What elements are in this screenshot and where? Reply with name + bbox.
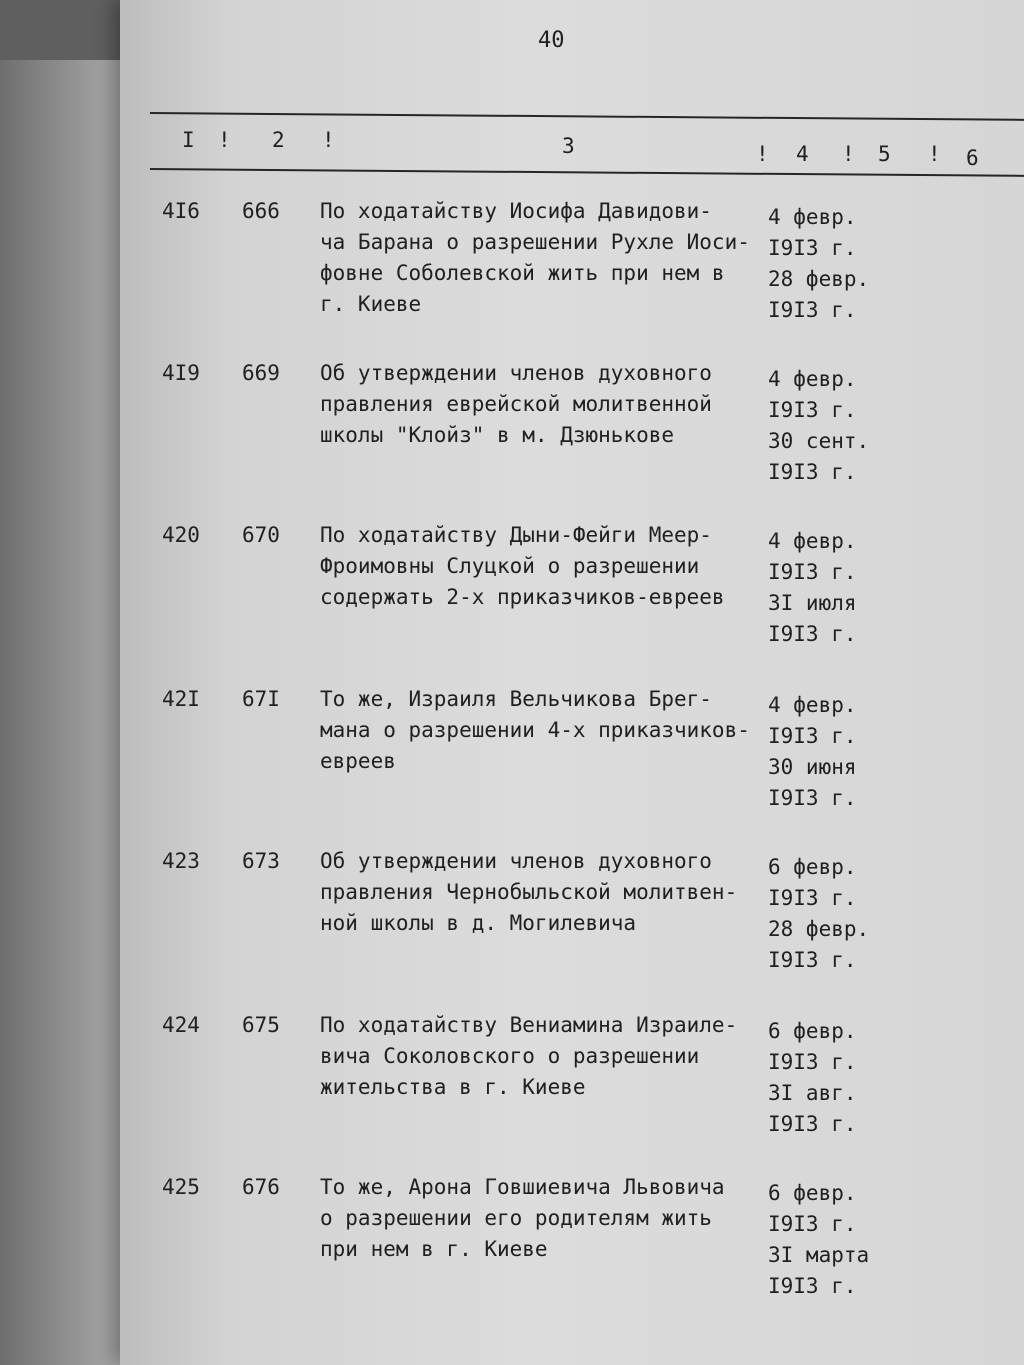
row-number: 42I [162, 687, 200, 711]
row-number: 423 [162, 849, 200, 873]
case-description: мана о разрешении 4-х приказчиков- [320, 718, 750, 742]
case-number: 676 [242, 1175, 280, 1199]
case-description: Об утверждении членов духовного [320, 849, 712, 873]
case-date: 28 февр. [768, 267, 870, 291]
header-top-rule [150, 112, 1024, 121]
row-number: 420 [162, 523, 200, 547]
case-date: I9I3 г. [768, 1050, 857, 1074]
case-date: 4 февр. [768, 529, 857, 553]
header-col-1: I [182, 128, 195, 152]
case-description: при нем в г. Киеве [320, 1237, 548, 1261]
row-number: 424 [162, 1013, 200, 1037]
header-separator: ! [842, 142, 855, 166]
case-description: вича Соколовского о разрешении [320, 1044, 700, 1068]
case-description: ча Барана о разрешении Рухле Иоси- [320, 230, 750, 254]
case-number: 669 [242, 361, 280, 385]
row-number: 425 [162, 1175, 200, 1199]
case-date: 28 февр. [768, 917, 870, 941]
case-description: То же, Арона Говшиевича Львовича [320, 1175, 725, 1199]
case-date: I9I3 г. [768, 886, 857, 910]
case-date: 6 февр. [768, 1181, 857, 1205]
header-separator: ! [322, 128, 335, 152]
case-description: Об утверждении членов духовного [320, 361, 712, 385]
header-col-2: 2 [272, 128, 285, 152]
case-description: Фроимовны Слуцкой о разрешении [320, 554, 700, 578]
case-date: 6 февр. [768, 1019, 857, 1043]
case-description: евреев [320, 749, 396, 773]
case-date: I9I3 г. [768, 786, 857, 810]
case-number: 67I [242, 687, 280, 711]
case-date: 4 февр. [768, 693, 857, 717]
case-date: I9I3 г. [768, 622, 857, 646]
case-date: 6 февр. [768, 855, 857, 879]
case-date: 3I марта [768, 1243, 870, 1267]
case-description: г. Киеве [320, 292, 422, 316]
row-number: 4I9 [162, 361, 200, 385]
case-date: I9I3 г. [768, 1112, 857, 1136]
case-date: I9I3 г. [768, 948, 857, 972]
case-description: фовне Соболевской жить при нем в [320, 261, 725, 285]
header-col-5: 5 [878, 142, 891, 166]
case-number: 666 [242, 199, 280, 223]
case-date: 3I авг. [768, 1081, 857, 1105]
case-description: То же, Израиля Вельчикова Брег- [320, 687, 712, 711]
page-number: 40 [538, 28, 565, 53]
header-bottom-rule [150, 168, 1024, 177]
case-date: I9I3 г. [768, 1212, 857, 1236]
header-separator: ! [928, 142, 941, 166]
row-number: 4I6 [162, 199, 200, 223]
case-date: I9I3 г. [768, 398, 857, 422]
case-description: По ходатайству Вениамина Израиле- [320, 1013, 738, 1037]
header-separator: ! [756, 142, 769, 166]
case-description: правления Чернобыльской молитвен- [320, 880, 738, 904]
case-description: По ходатайству Дыни-Фейги Меер- [320, 523, 712, 547]
case-description: жительства в г. Киеве [320, 1075, 586, 1099]
case-date: 4 февр. [768, 205, 857, 229]
case-date: 4 февр. [768, 367, 857, 391]
case-date: I9I3 г. [768, 460, 857, 484]
header-col-6: 6 [966, 146, 979, 170]
case-description: ной школы в д. Могилевича [320, 911, 637, 935]
case-number: 675 [242, 1013, 280, 1037]
case-date: I9I3 г. [768, 298, 857, 322]
case-description: По ходатайству Иосифа Давидови- [320, 199, 712, 223]
case-date: I9I3 г. [768, 1274, 857, 1298]
case-date: I9I3 г. [768, 560, 857, 584]
case-date: I9I3 г. [768, 724, 857, 748]
case-number: 670 [242, 523, 280, 547]
case-date: 30 сент. [768, 429, 870, 453]
header-col-4: 4 [796, 142, 809, 166]
case-description: содержать 2-х приказчиков-евреев [320, 585, 725, 609]
header-col-3: 3 [562, 134, 575, 158]
header-separator: ! [218, 128, 231, 152]
case-description: правления еврейской молитвенной [320, 392, 712, 416]
case-description: о разрешении его родителям жить [320, 1206, 712, 1230]
case-number: 673 [242, 849, 280, 873]
document-page [120, 0, 1024, 1365]
case-date: I9I3 г. [768, 236, 857, 260]
case-date: 3I июля [768, 591, 857, 615]
case-date: 30 июня [768, 755, 857, 779]
case-description: школы "Клойз" в м. Дзюнькове [320, 423, 675, 447]
